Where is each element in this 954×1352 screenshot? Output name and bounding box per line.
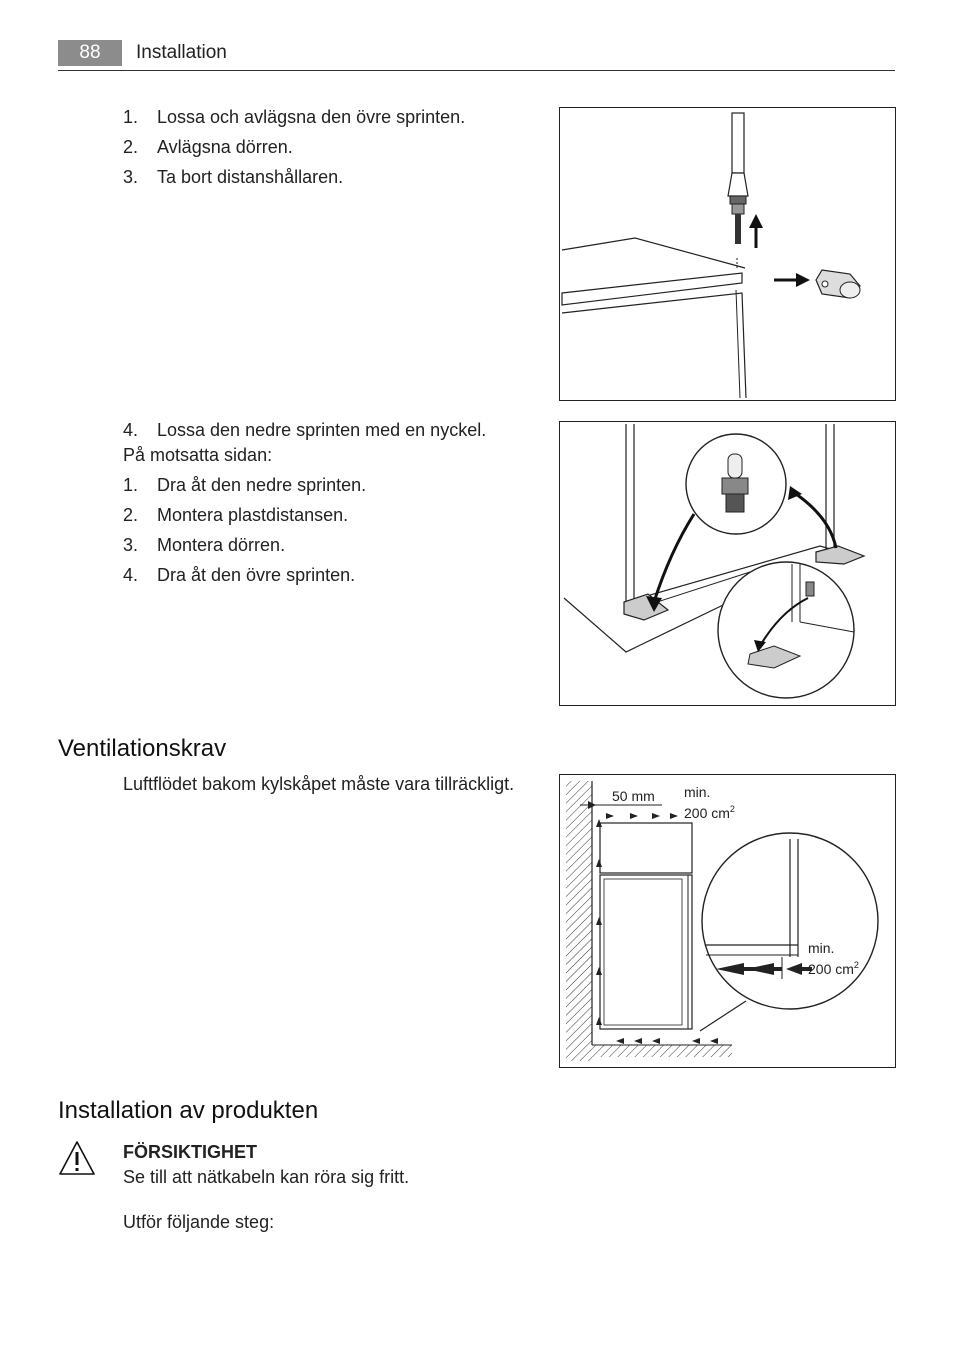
heading-installation: Installation av produkten — [58, 1097, 319, 1124]
ventilation-text: Luftflödet bakom kylskåpet måste vara tillräckligt. — [123, 774, 515, 794]
figure-lower-pin — [559, 421, 896, 706]
list-item: 2. Avlägsna dörren. — [123, 137, 293, 157]
label-gap: 50 mm — [612, 788, 655, 804]
label-bottom-min: min. — [808, 940, 835, 956]
spacer-part-icon — [816, 270, 860, 298]
opposite-side-label: På motsatta sidan: — [123, 445, 273, 465]
screwdriver-icon — [728, 113, 748, 244]
figure-ventilation — [559, 774, 896, 1068]
label-top-area: 200 $cm^2$ — [684, 804, 735, 821]
arrow-icon — [749, 214, 763, 248]
steps-intro: Utför följande steg: — [123, 1212, 275, 1232]
header-section-title: Installation — [136, 42, 227, 63]
list-item: 2. Montera plastdistansen. — [123, 505, 349, 525]
heading-ventilation: Ventilationskrav — [58, 735, 227, 762]
step-4: 4. Lossa den nedre sprinten med en nyckel. — [123, 420, 487, 440]
list-item: 3. Montera dörren. — [123, 535, 286, 555]
steps-remove-door — [123, 106, 465, 196]
header-rule — [58, 70, 895, 71]
steps-opposite-side — [123, 474, 366, 594]
warning-triangle-icon — [58, 1140, 96, 1176]
page-number: 88 — [58, 40, 122, 66]
caution-title: FÖRSIKTIGHET — [123, 1142, 257, 1162]
list-item: 1. Dra åt den nedre sprinten. — [123, 475, 367, 495]
list-item: 4. Dra åt den övre sprinten. — [123, 565, 356, 585]
label-top-min: min. — [684, 784, 711, 800]
caution-text: Se till att nätkabeln kan röra sig fritt. — [123, 1167, 410, 1187]
list-item: 1. Lossa och avlägsna den övre sprinten. — [123, 107, 466, 127]
label-bottom-area: 200 $cm^2$ — [808, 960, 859, 977]
arrow-icon — [774, 273, 810, 287]
figure-upper-pin — [559, 107, 896, 401]
list-item: 3. Ta bort distanshållaren. — [123, 167, 344, 187]
